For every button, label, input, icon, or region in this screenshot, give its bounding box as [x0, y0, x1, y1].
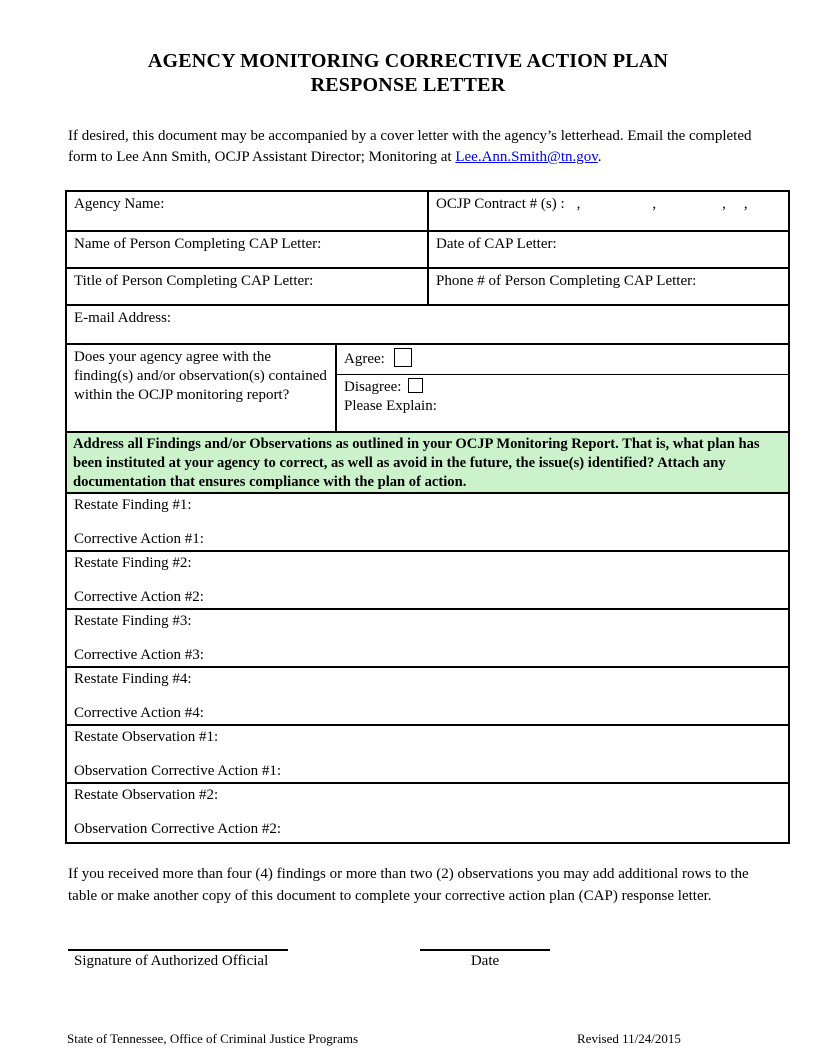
signature-label: Signature of Authorized Official	[74, 953, 269, 969]
page-title-line2: RESPONSE LETTER	[310, 74, 506, 96]
cap-date-field[interactable]	[427, 232, 788, 267]
email-address-label: E-mail Address:	[74, 310, 172, 326]
disagree-line	[344, 378, 781, 397]
intro-text-end: .	[597, 149, 602, 165]
agree-question-label: Does your agency agree with the finding(s) and/or observation(s) contained within the OCJP monitoring report?	[74, 349, 327, 403]
footer-agency-text: State of Tennessee, Office of Criminal Justice Programs	[67, 1031, 359, 1046]
signature-section	[68, 949, 816, 970]
ocjp-contract-label: OCJP Contract # (s) :	[436, 196, 565, 212]
agency-name-label: Agency Name:	[74, 196, 165, 212]
please-explain-label: Please Explain:	[344, 398, 437, 414]
restate-finding-1-label: Restate Finding #1:	[74, 497, 192, 513]
date-label: Date	[470, 953, 500, 969]
cap-date-label: Date of CAP Letter:	[436, 236, 557, 252]
instruction-banner: Address all Findings and/or Observations as outlined in your OCJP Monitoring Report. That is, what plan has been instituted at your agency to correct, as well as avoid in the future, the issue(s) identified? Attach any documentation that ensures compliance with the plan of action.	[67, 433, 788, 494]
signature-block	[68, 949, 288, 970]
finding-row-2[interactable]	[67, 552, 788, 610]
person-name-field[interactable]	[67, 232, 427, 267]
agree-question-cell	[67, 345, 335, 431]
person-name-label: Name of Person Completing CAP Letter:	[74, 236, 322, 252]
restate-observation-2-label: Restate Observation #2:	[74, 787, 219, 803]
contract-number-slot[interactable]: ,	[722, 196, 726, 212]
corrective-action-4-label: Corrective Action #4:	[74, 705, 204, 721]
corrective-action-1-label: Corrective Action #1:	[74, 531, 204, 547]
restate-observation-1-label: Restate Observation #1:	[74, 729, 219, 745]
intro-paragraph	[68, 126, 772, 168]
disagree-label: Disagree:	[344, 379, 402, 395]
disagree-row[interactable]	[337, 375, 788, 431]
agree-checkbox[interactable]	[394, 348, 412, 367]
cap-form-table	[65, 190, 790, 844]
observation-action-2-label: Observation Corrective Action #2:	[74, 821, 282, 837]
finding-row-4[interactable]	[67, 668, 788, 726]
table-row	[67, 269, 788, 306]
agree-label: Agree:	[344, 351, 385, 367]
email-link[interactable]: Lee.Ann.Smith@tn.gov	[455, 149, 598, 165]
disagree-checkbox[interactable]	[408, 378, 423, 393]
additional-rows-note: If you received more than four (4) findings or more than two (2) observations you may add additional rows to the table or make another copy of this document to complete your corrective action plan (CAP) response letter.	[68, 866, 749, 904]
table-row	[67, 192, 788, 232]
footer-revised-date: Revised 11/24/2015	[577, 1031, 681, 1046]
finding-row-3[interactable]	[67, 610, 788, 668]
page-title-line1: AGENCY MONITORING CORRECTIVE ACTION PLAN	[147, 50, 669, 72]
agency-name-field[interactable]	[67, 192, 427, 230]
observation-action-1-label: Observation Corrective Action #1:	[74, 763, 282, 779]
observation-row-2[interactable]	[67, 784, 788, 842]
table-row	[67, 232, 788, 269]
person-title-field[interactable]	[67, 269, 427, 304]
date-block	[420, 949, 550, 970]
person-title-label: Title of Person Completing CAP Letter:	[74, 273, 314, 289]
finding-row-1[interactable]	[67, 494, 788, 552]
intro-text: If desired, this document may be accompanied by a cover letter with the agency’s letterhead. Email the completed form to Lee Ann Smith, OCJP Assistant Director; Monitoring at	[68, 128, 752, 165]
restate-finding-2-label: Restate Finding #2:	[74, 555, 192, 571]
corrective-action-3-label: Corrective Action #3:	[74, 647, 204, 663]
corrective-action-2-label: Corrective Action #2:	[74, 589, 204, 605]
ocjp-contract-field[interactable]	[427, 192, 788, 230]
contract-number-slot[interactable]: ,	[652, 196, 657, 212]
table-row	[67, 306, 788, 345]
phone-field[interactable]	[427, 269, 788, 304]
observation-row-1[interactable]	[67, 726, 788, 784]
agree-row	[337, 345, 788, 375]
phone-label: Phone # of Person Completing CAP Letter:	[436, 273, 697, 289]
page-title	[0, 0, 816, 97]
email-address-field[interactable]	[67, 306, 788, 343]
table-row	[67, 345, 788, 433]
agree-disagree-cell	[335, 345, 788, 431]
contract-number-slot[interactable]: ,	[743, 196, 748, 212]
restate-finding-4-label: Restate Finding #4:	[74, 671, 192, 687]
restate-finding-3-label: Restate Finding #3:	[74, 613, 192, 629]
contract-number-slot[interactable]: ,	[576, 196, 581, 212]
